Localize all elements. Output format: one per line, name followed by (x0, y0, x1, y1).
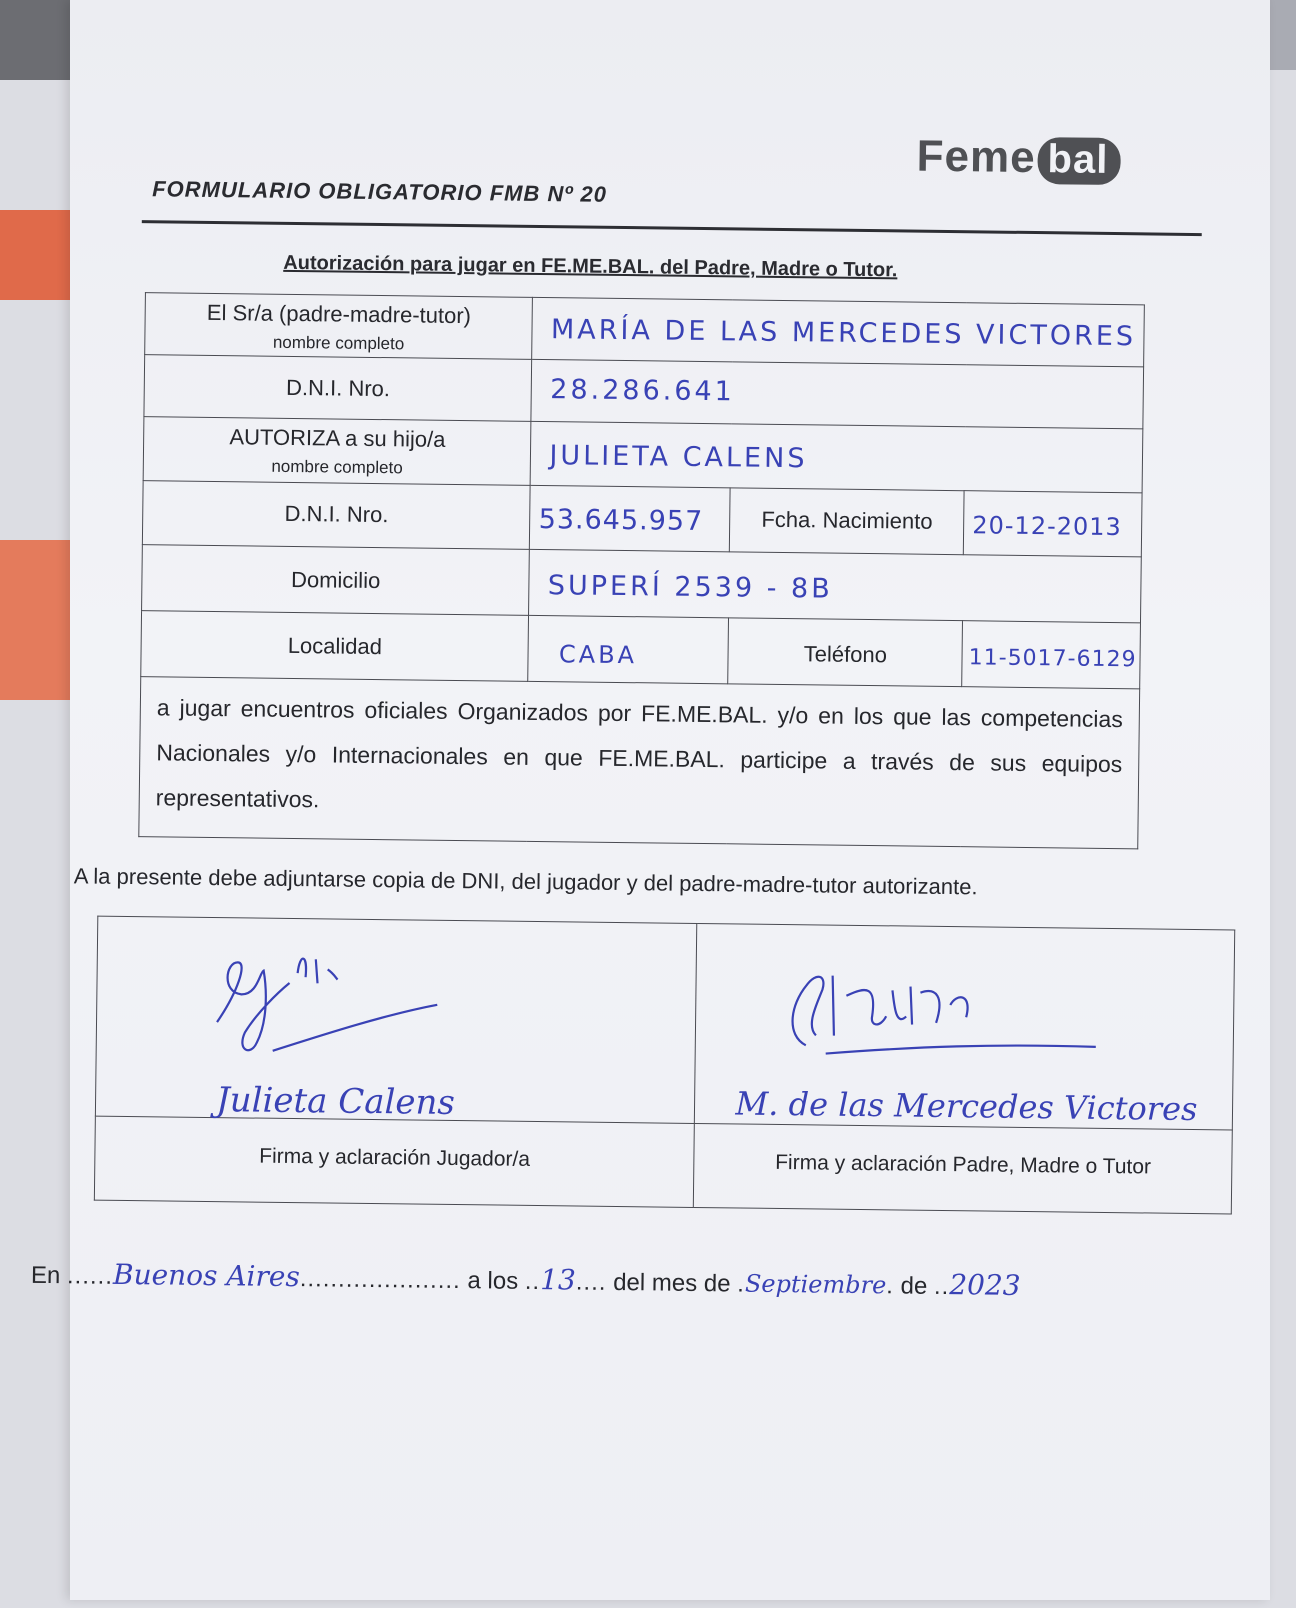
parent-signature-cell[interactable] (695, 923, 1235, 1130)
footer-de-label: de (900, 1272, 928, 1300)
phone-cell[interactable] (962, 621, 1141, 689)
parent-signature-scribble (776, 945, 1107, 1069)
child-label-cell (143, 417, 531, 486)
table-row (95, 916, 1234, 1130)
phone-value: 11-5017-6129 (968, 645, 1137, 673)
parent-dni-value: 28.286.641 (550, 374, 736, 408)
locality-label-cell (141, 611, 529, 682)
address-label: Domicilio (290, 566, 381, 594)
parent-dni-cell[interactable] (531, 359, 1143, 428)
child-dni-value: 53.645.957 (538, 503, 704, 538)
player-signature-label-cell (94, 1116, 694, 1207)
footer-date-line: En ......Buenos Aires..................... a los ..13.... del mes de .Septiembre. de ..2023 (30, 1257, 1021, 1302)
player-signature-scribble (207, 932, 469, 1065)
parent-label-cell (145, 293, 533, 360)
signature-table (94, 916, 1235, 1215)
title-rule (142, 220, 1202, 236)
child-dni-label-cell (142, 481, 530, 550)
locality-cell[interactable] (528, 615, 729, 683)
birth-label: Fcha. Nacimiento (761, 506, 933, 534)
footer-day[interactable]: 13 (540, 1263, 577, 1297)
femebal-logo: Feme bal (916, 132, 1120, 185)
child-sublabel: nombre completo (271, 456, 403, 478)
address-label-cell (142, 545, 530, 616)
parent-printed-name: M. de las Mercedes Victores (735, 1084, 1198, 1129)
child-dni-cell[interactable] (530, 485, 731, 551)
birth-date-cell[interactable] (963, 491, 1142, 557)
phone-label-cell (728, 618, 963, 687)
table-row (142, 545, 1142, 623)
parent-dni-label-cell (144, 355, 532, 422)
authorization-text-cell (139, 677, 1140, 849)
birth-label-cell (730, 488, 965, 555)
table-row (142, 481, 1142, 557)
player-signature-label: Firma y aclaración Jugador/a (259, 1144, 531, 1171)
child-name-value: JULIETA CALENS (549, 440, 808, 475)
parent-signature-label-cell (694, 1123, 1233, 1214)
address-value: SUPERÍ 2539 - 8B (547, 570, 833, 605)
footer-a-los-label: a los (467, 1267, 519, 1295)
parent-name-cell[interactable] (532, 297, 1144, 366)
parent-sublabel: nombre completo (272, 332, 405, 354)
table-row (143, 417, 1143, 493)
locality-label: Localidad (287, 632, 383, 660)
parent-dni-label: D.N.I. Nro. (285, 374, 391, 402)
authorization-text: a jugar encuentros oficiales Organizados por FE.ME.BAL. y/o en los que las competencias Nacionales y/o Internacionales en que FE.ME.BAL. participe a través de sus equipos representativos. (155, 694, 1123, 813)
form-title: FORMULARIO OBLIGATORIO FMB Nº 20 (152, 176, 608, 207)
parent-name-value: MARÍA DE LAS MERCEDES VICTORES (550, 314, 1137, 353)
birth-date-value: 20-12-2013 (972, 511, 1122, 542)
child-dni-label: D.N.I. Nro. (284, 500, 389, 528)
parent-label: El Sr/a (padre-madre-tutor) (206, 299, 472, 329)
player-printed-name: Julieta Calens (215, 1080, 456, 1124)
table-row (139, 677, 1140, 849)
footer-month[interactable]: Septiembre (744, 1269, 887, 1300)
locality-value: CABA (558, 640, 638, 670)
footer-place[interactable]: Buenos Aires (112, 1257, 301, 1294)
footer-year[interactable]: 2023 (949, 1268, 1021, 1302)
player-signature-cell[interactable] (95, 916, 697, 1123)
child-name-cell[interactable] (531, 421, 1143, 492)
child-label: AUTORIZA a su hijo/a (229, 424, 446, 452)
table-row (94, 1116, 1232, 1214)
form-subtitle: Autorización para jugar en FE.ME.BAL. del Padre, Madre o Tutor. (283, 251, 898, 282)
phone-label: Teléfono (803, 641, 888, 668)
parent-signature-label: Firma y aclaración Padre, Madre o Tutor (775, 1150, 1152, 1179)
attachment-note: A la presente debe adjuntarse copia de DNI, del jugador y del padre-madre-tutor autorizante. (73, 863, 978, 900)
table-row (141, 611, 1141, 689)
address-cell[interactable] (529, 549, 1141, 622)
footer-month-label: del mes de (613, 1268, 731, 1298)
authorization-table (138, 292, 1145, 849)
footer-en-label: En (30, 1261, 61, 1290)
